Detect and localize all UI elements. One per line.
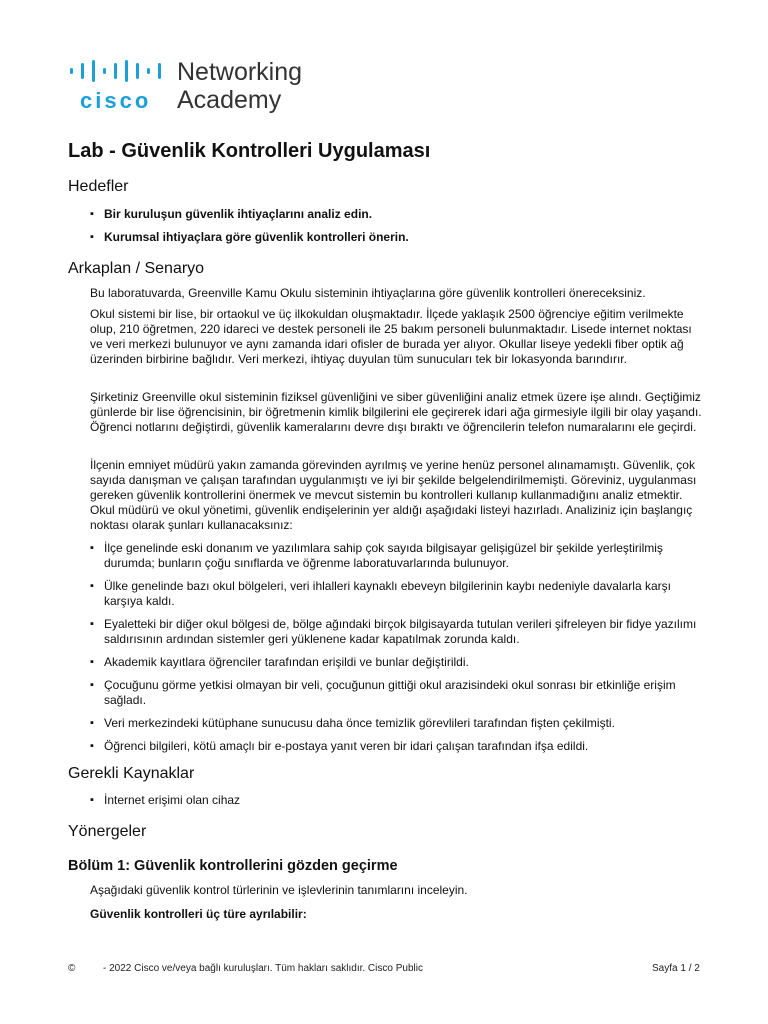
background-paragraph-4: İlçenin emniyet müdürü yakın zamanda görevinden ayrılmış ve yerine henüz personel alınamamıştı. Güvenlik, çok sayıda danışman ve çalışan tarafından uygulanmıştı ve iyi bir şekilde belgelendirilmemişti. Göreviniz, uygulanması gereken güvenlik kontrollerini önermek ve mevcut sistemin bu kontrolleri kullanıp kullanmadığını analiz etmektir. Okul müdürü ve okul yönetimi, güvenlik endişelerinin yer aldığı aşağıdaki listeyi hazırladı. Analiziniz için başlangıç noktası olarak şunları kullanacaksınız: [90,458,697,532]
list-item: ▪ Öğrenci bilgileri, kötü amaçlı bir e-postaya yanıt veren bir idari çalışan tarafından ifşa edildi. [90,739,589,753]
part1-paragraph: Aşağıdaki güvenlik kontrol türlerinin ve işlevlerinin tanımlarını inceleyin. [90,883,468,897]
background-heading: Arkaplan / Senaryo [68,260,205,277]
bullet-icon: ▪ [90,740,94,752]
list-item: ▪ Veri merkezindeki kütüphane sunucusu daha önce temizlik görevlileri tarafından fişten çekilmişti. [90,716,615,730]
background-paragraph-1: Bu laboratuvarda, Greenville Kamu Okulu sisteminin ihtiyaçlarına göre güvenlik kontrolleri önereceksiniz. [90,286,646,300]
footer-page-number: Sayfa 1 / 2 [652,963,700,974]
list-item: ▪ İlçe genelinde eski donanım ve yazılımlara sahip çok sayıda bilgisayar gelişigüzel bir şekilde yerleştirilmiş durumda; bunların çoğu sınıflarda ve öğrenme laboratuvarlarında bulunuyor. [90,541,663,570]
list-item: ▪ Bir kuruluşun güvenlik ihtiyaçlarını analiz edin. [90,207,373,221]
list-item: ▪ Akademik kayıtlara öğrenciler tarafından erişildi ve bunlar değiştirildi. [90,655,469,669]
document-title: Lab - Güvenlik Kontrolleri Uygulaması [68,140,431,162]
background-paragraph-3: Şirketiniz Greenville okul sisteminin fiziksel güvenliğini ve siber güvenliğini analiz etmek üzere işe alındı. Geçtiğimiz günlerde bir lise öğrencisinin, bir öğretmenin kimlik bilgilerini ele geçirerek idari ağa girmesiyle ilgili bir olay yaşandı. Öğrenci notlarını değiştirdi, güvenlik kameralarını devre dışı bıraktı ve öğrencilerin telefon numaralarını ele geçirdi. [90,390,702,434]
cisco-bars-icon [70,60,170,82]
part1-heading: Bölüm 1: Güvenlik kontrollerini gözden geçirme [68,858,398,874]
logo-academy: Academy [177,86,282,114]
objectives-list [90,207,710,253]
part1-bold-line: Güvenlik kontrolleri üç türe ayrılabilir: [90,907,307,921]
list-item: ▪ İnternet erişimi olan cihaz [90,793,241,807]
cisco-wordmark: cisco [80,88,152,113]
cisco-networking-academy-logo [70,58,330,118]
bullet-icon: ▪ [90,231,94,243]
bullet-icon: ▪ [90,656,94,668]
list-item: ▪ Eyaletteki bir diğer okul bölgesi de, bölge ağındaki birçok bilgisayarda tutulan verileri şifreleyen bir fidye yazılımı saldırısının ardından sistemler geri yüklenene kadar kapatılmak zorunda kaldı. [90,617,697,646]
footer-copyright-text: - 2022 Cisco ve/veya bağlı kuruluşları. Tüm hakları saklıdır. Cisco Public [103,963,423,974]
list-item: ▪ Kurumsal ihtiyaçlara göre güvenlik kontrolleri önerin. [90,230,409,244]
bullet-icon: ▪ [90,717,94,729]
bullet-icon: ▪ [90,580,94,592]
resources-heading: Gerekli Kaynaklar [68,765,195,782]
bullet-icon: ▪ [90,208,94,220]
objectives-heading: Hedefler [68,178,129,195]
logo-networking: Networking [177,58,303,86]
background-paragraph-2: Okul sistemi bir lise, bir ortaokul ve üç ilkokuldan oluşmaktadır. İlçede yaklaşık 2500 öğrenciye eğitim verilmekte olup, 210 öğretmen, 220 idareci ve destek personeli ile 25 bakım personeli bulunmaktadır. Lisede internet noktası ve veri merkezi bulunuyor ve aynı zamanda idari ofisler de burada yer alıyor. Okullar liseye yedekli fiber optik ağ üzerinden birbirine bağlıdır. Veri merkezi, ihtiyaç duyulan tüm sunucuları tek bir lokasyonda barındırır. [90,307,692,366]
bullet-icon: ▪ [90,618,94,630]
list-item: ▪ Ülke genelinde bazı okul bölgeleri, veri ihlalleri kaynaklı ebeveyn bilgilerinin kaybı nedeniyle davalarla karşı karşıya kaldı. [90,579,671,608]
resources-list [90,793,710,816]
footer-copyright-symbol: © [68,963,76,974]
instructions-heading: Yönergeler [68,823,147,840]
bullet-icon: ▪ [90,542,94,554]
bullet-icon: ▪ [90,794,94,806]
bullet-icon: ▪ [90,679,94,691]
list-item: ▪ Çocuğunu görme yetkisi olmayan bir veli, çocuğunun gittiği okul arazisindeki okul sonrası bir etkinliğe erişim sağladı. [90,678,676,707]
concerns-list [90,541,710,762]
